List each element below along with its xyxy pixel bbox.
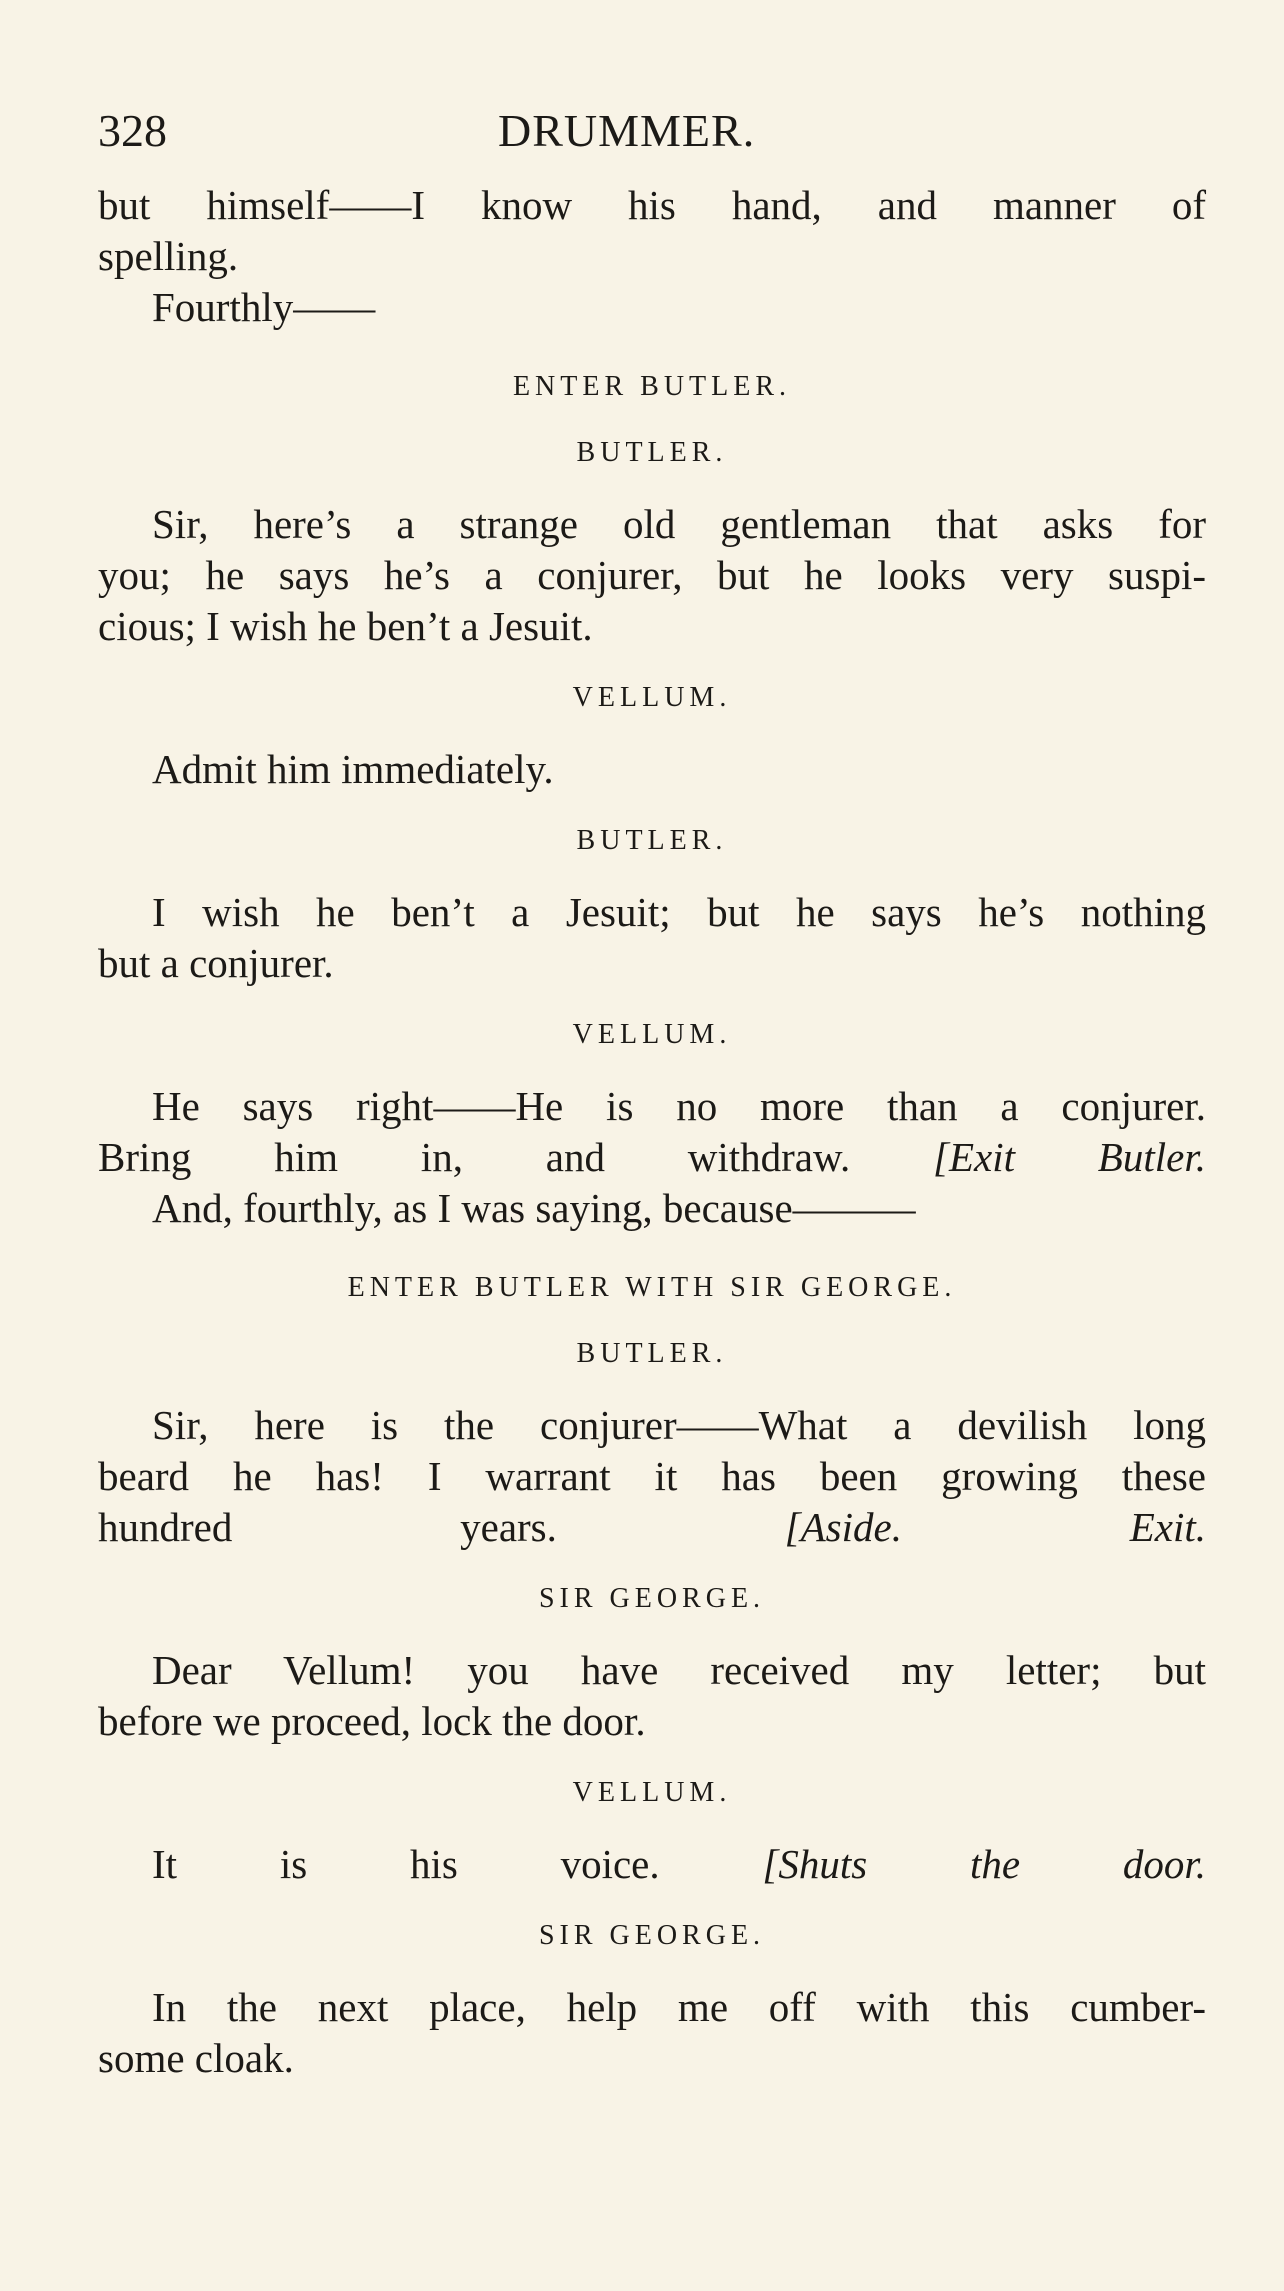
text-line: Admit him immediately. — [152, 746, 554, 792]
text-line: Sir, here’s a strange old gentleman that asks for — [152, 501, 1206, 547]
page-header — [98, 104, 1198, 164]
stage-direction: [Shuts the door. — [762, 1841, 1206, 1887]
text-line: but a conjurer. — [98, 940, 334, 986]
text-line: spelling. — [98, 233, 239, 279]
text-line: I wish he ben’t a Jesuit; but he says he’s nothing — [152, 889, 1206, 935]
text-line — [98, 1132, 1206, 1183]
text-fragment: hundred years. — [98, 1504, 557, 1550]
speaker-heading: BUTLER. — [576, 437, 728, 468]
stage-direction-heading: ENTER BUTLER WITH SIR GEORGE. — [347, 1272, 957, 1303]
text-line: some cloak. — [98, 2035, 294, 2081]
text-line: Sir, here is the conjurer——What a devilish long — [152, 1402, 1206, 1448]
text-line: you; he says he’s a conjurer, but he looks very suspi- — [98, 552, 1206, 598]
text-line: He says right——He is no more than a conjurer. — [152, 1083, 1206, 1129]
speaker-heading: VELLUM. — [572, 1777, 732, 1808]
text-fragment: It is his voice. — [152, 1841, 660, 1887]
speaker-heading: VELLUM. — [572, 1019, 732, 1050]
text-line — [98, 1839, 1206, 1890]
stage-direction-heading: ENTER BUTLER. — [512, 371, 792, 402]
text-line: And, fourthly, as I was saying, because——— — [152, 1185, 916, 1231]
stage-direction: [Aside. Exit. — [784, 1504, 1207, 1550]
speaker-heading: SIR GEORGE. — [538, 1583, 766, 1614]
text-line: In the next place, help me off with this cumber- — [152, 1984, 1206, 2030]
text-line: Dear Vellum! you have received my letter; but — [152, 1647, 1206, 1693]
page-number: 328 — [98, 105, 167, 156]
text-line: beard he has! I warrant it has been growing these — [98, 1453, 1206, 1499]
text-line: before we proceed, lock the door. — [98, 1698, 646, 1744]
running-head: DRUMMER. — [498, 105, 756, 156]
text-line: but himself——I know his hand, and manner of — [98, 182, 1206, 228]
speaker-heading: BUTLER. — [576, 1338, 728, 1369]
speaker-heading: SIR GEORGE. — [538, 1920, 766, 1951]
speaker-heading: VELLUM. — [572, 682, 732, 713]
speaker-heading: BUTLER. — [576, 825, 728, 856]
text-line: Fourthly—— — [152, 284, 376, 330]
text-fragment: Bring him in, and withdraw. — [98, 1134, 851, 1180]
text-line — [98, 1502, 1206, 1553]
play-text — [98, 180, 1206, 2084]
stage-direction: [Exit Butler. — [933, 1134, 1206, 1180]
text-line: cious; I wish he ben’t a Jesuit. — [98, 603, 593, 649]
